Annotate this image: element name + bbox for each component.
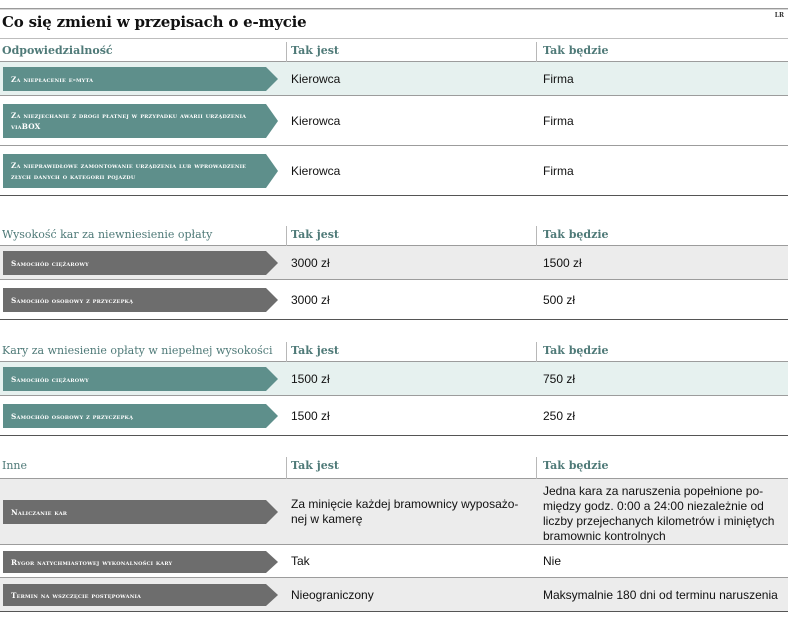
section-header [0,457,788,475]
row-label-arrow [3,154,278,188]
table-row [0,280,788,320]
column-header-will: Tak będzie [543,228,609,241]
table-row [0,62,788,96]
row-label: Samochód ciężarowy [11,374,89,384]
cell-now: Nieograniczony [291,588,374,602]
row-label-arrow [3,367,278,391]
section-header [0,42,788,60]
table-row [0,479,788,545]
cell-will: 500 zł [543,293,576,307]
cell-will: Firma [543,164,574,178]
cell-now: Tak [291,554,310,568]
cell-will: Firma [543,114,574,128]
column-header-now: Tak jest [291,459,339,472]
cell-will: Maksymalnie 180 dni od terminu naruszenia [543,588,778,602]
cell-will: Nie [543,554,562,568]
row-label: Samochód osobowy z przyczepką [11,295,134,305]
title-rule [0,38,788,39]
cell-now: Kierowca [291,164,341,178]
cell-will: 750 zł [543,372,576,386]
table-row [0,578,788,612]
row-label: Za niepłacenie e-myta [11,74,94,84]
page-title: Co się zmieni w przepisach o e-mycie [2,13,307,31]
row-label-arrow [3,251,278,275]
row-divider [0,195,788,196]
row-label: Za nieprawidłowe zamontowanie urządzenia lub wprowadzenie złych danych o kategorii pojazdu [11,161,247,181]
publisher-logo: LR [774,12,784,19]
row-label: Termin na wszczęcie postępowania [11,590,142,600]
section-heading: Inne [2,459,28,472]
row-divider [0,319,788,320]
table-row [0,246,788,280]
table-row [0,146,788,196]
row-divider [0,611,788,612]
row-label-arrow [3,551,278,573]
table-row [0,362,788,396]
row-label-arrow [3,104,278,138]
row-label: Rygor natychmiastowej wykonalności kary [11,557,173,567]
table-row [0,96,788,146]
cell-now: Kierowca [291,72,341,86]
section-heading: Wysokość kar za niewniesienie opłaty [2,228,213,241]
row-label-arrow [3,67,278,91]
column-header-will: Tak będzie [543,44,609,57]
cell-now: Za minięcie każdej bramownicy wyposażo-nej w kamerę [291,497,519,526]
section-heading: Kary za wniesienie opłaty w niepełnej wysokości [2,344,273,357]
row-label: Samochód osobowy z przyczepką [11,411,134,421]
table-row [0,545,788,578]
row-label: Naliczanie kar [11,507,68,517]
column-header-now: Tak jest [291,344,339,357]
column-header-now: Tak jest [291,44,339,57]
cell-will: Firma [543,72,574,86]
column-header-will: Tak będzie [543,344,609,357]
column-header-now: Tak jest [291,228,339,241]
cell-will: 1500 zł [543,256,582,270]
section-header [0,226,788,244]
row-label-arrow [3,500,278,524]
row-label-arrow [3,584,278,606]
cell-now: 3000 zł [291,293,330,307]
cell-now: 1500 zł [291,409,330,423]
row-label-arrow [3,404,278,428]
cell-now: 1500 zł [291,372,330,386]
table-row [0,396,788,436]
cell-will: Jedna kara za naruszenia popełnione po-między godz. 0:00 a 24:00 niezależnie od liczby przejechanych kilometrów i miniętych bramownic kontrolnych [543,484,775,543]
column-header-will: Tak będzie [543,459,609,472]
row-label: Za niezjechanie z drogi płatnej w przypadku awarii urządzenia viaBOX [11,111,247,131]
cell-now: Kierowca [291,114,341,128]
row-label: Samochód ciężarowy [11,258,89,268]
top-rule-shadow [0,9,788,10]
cell-now: 3000 zł [291,256,330,270]
section-heading: Odpowiedzialność [2,44,113,57]
row-label-arrow [3,288,278,312]
row-divider [0,435,788,436]
cell-will: 250 zł [543,409,576,423]
section-header [0,342,788,360]
